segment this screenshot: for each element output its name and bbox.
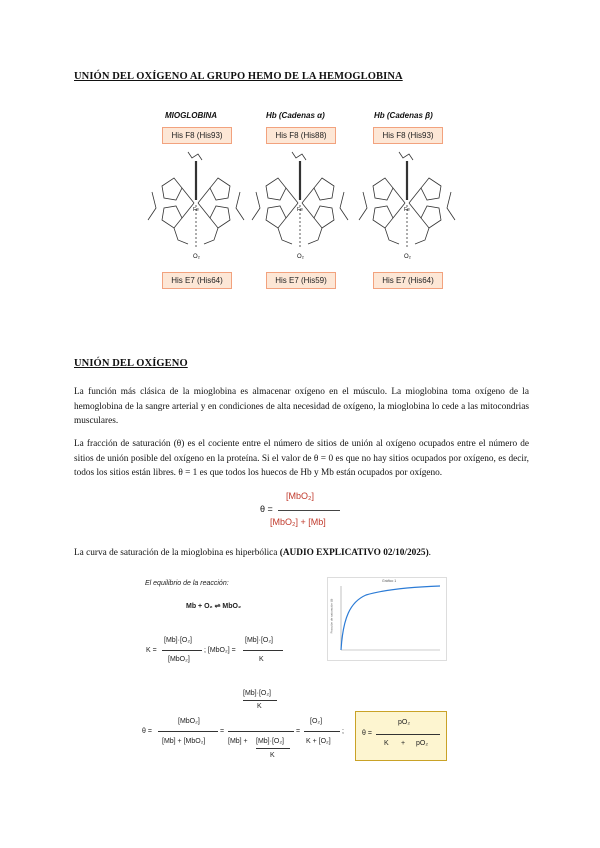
porphyrin-mb bbox=[148, 152, 244, 248]
boxed-den-k: K bbox=[384, 740, 389, 747]
col-title-mioglobina: MIOGLOBINA bbox=[165, 111, 217, 120]
eq-sign-2: = bbox=[296, 728, 301, 735]
f2-den-top: [Mb]·[O₂] bbox=[256, 738, 284, 745]
saturation-equation bbox=[260, 491, 360, 533]
col-title-hb-beta: Hb (Cadenas β) bbox=[374, 111, 433, 120]
equation-fraction-bar bbox=[278, 510, 340, 511]
f2-den-bot: K bbox=[270, 752, 275, 759]
k-numerator: [Mb]·[O₂] bbox=[164, 637, 192, 644]
plot-svg bbox=[328, 578, 446, 660]
mbo2-numerator: [Mb]·[O₂] bbox=[245, 637, 273, 644]
section-heading-hemo: UNIÓN DEL OXÍGENO AL GRUPO HEMO DE LA HEMOGLOBINA bbox=[74, 71, 403, 82]
porphyrin-alpha bbox=[252, 152, 348, 248]
paragraph-saturacion: La fracción de saturación (θ) es el cociente entre el número de sitios de unión al oxígeno ocupados entre el número de sitios de unión posible del oxígeno en la proteína. Si el valor de θ = 0 es que no hay sitios ocupados por oxígeno, es decir, todos los sitios están libres. θ = 1 es que todos los huecos de Hb y Mb están ocupados por oxígeno. bbox=[74, 439, 529, 479]
f1-bar bbox=[158, 731, 218, 732]
o2-label-mb: O₂ bbox=[193, 254, 200, 260]
fe-label-alpha: Fe bbox=[297, 207, 303, 213]
fe-label-beta: Fe bbox=[404, 207, 410, 213]
col-title-hb-alpha: Hb (Cadenas α) bbox=[266, 111, 325, 120]
boxed-numerator: pO₂ bbox=[398, 719, 411, 726]
equation-denominator: [MbO₂] + [Mb] bbox=[270, 517, 326, 527]
his-f8-box-alpha: His F8 (His88) bbox=[266, 127, 336, 144]
paragraph-mioglobina: La función más clásica de la mioglobina es almacenar oxígeno en el músculo. La mioglobina toma oxígeno de la hemoglobina de la sangre arterial y en condiciones de alta necesidad de oxígeno, la mioglobina lo cede a las mitocondrias musculares. bbox=[74, 387, 529, 427]
his-e7-box-alpha: His E7 (His59) bbox=[266, 272, 336, 289]
f2-num-bot: K bbox=[257, 703, 262, 710]
his-e7-box-beta: His E7 (His64) bbox=[373, 272, 443, 289]
eq-sign-1: = bbox=[220, 728, 225, 735]
f1-denominator: [Mb] + [MbO₂] bbox=[162, 738, 206, 745]
derivation-theta: θ = bbox=[142, 728, 152, 735]
his-f8-box-beta: His F8 (His93) bbox=[373, 127, 443, 144]
semicolon: ; bbox=[342, 728, 344, 735]
final-formula-box bbox=[355, 711, 447, 761]
f3-numerator: [O₂] bbox=[310, 718, 323, 725]
equilibrium-title: El equilibrio de la reacción: bbox=[145, 580, 229, 587]
equation-numerator: [MbO₂] bbox=[286, 491, 314, 501]
audio-reference: (AUDIO EXPLICATIVO 02/10/2025) bbox=[279, 548, 429, 558]
f2-num-top: [Mb]·[O₂] bbox=[243, 690, 271, 697]
f1-numerator: [MbO₂] bbox=[178, 718, 200, 725]
f3-denominator: K + [O₂] bbox=[306, 738, 331, 745]
k-fraction-bar bbox=[162, 650, 202, 651]
equation-theta: θ = bbox=[260, 504, 273, 514]
o2-label-alpha: O₂ bbox=[297, 254, 304, 260]
reaction-equation: Mb + O₂ ⇌ MbO₂ bbox=[186, 603, 242, 610]
boxed-den-p: pO₂ bbox=[416, 740, 429, 747]
fe-label-mb: Fe bbox=[193, 207, 199, 213]
f2-num-bar bbox=[243, 700, 277, 701]
porphyrin-diagrams bbox=[140, 108, 460, 298]
plot-title: Gráfico 1 bbox=[382, 579, 397, 583]
saturation-plot bbox=[327, 577, 447, 661]
o2-label-beta: O₂ bbox=[404, 254, 411, 260]
plot-ylabel: Fracción de saturación (θ) bbox=[329, 598, 334, 634]
heme-figure bbox=[140, 108, 460, 298]
f2-den-a: [Mb] + bbox=[228, 738, 248, 745]
curva-text: La curva de saturación de la mioglobina es hiperbólica bbox=[74, 548, 280, 558]
boxed-theta: θ = bbox=[362, 730, 372, 737]
porphyrin-beta bbox=[359, 152, 455, 248]
derivation-block bbox=[140, 690, 360, 770]
k-mid: ; [MbO₂] = bbox=[204, 647, 236, 654]
k-lhs: K = bbox=[146, 647, 157, 654]
his-f8-box-mb: His F8 (His93) bbox=[162, 127, 232, 144]
boxed-den-plus: + bbox=[401, 740, 406, 747]
curva-end: . bbox=[428, 548, 431, 558]
section-heading-oxigeno: UNIÓN DEL OXÍGENO bbox=[74, 358, 188, 369]
mbo2-denominator: K bbox=[259, 656, 264, 663]
paragraph-curva bbox=[74, 546, 529, 561]
mbo2-fraction-bar bbox=[243, 650, 283, 651]
equilibrium-block bbox=[142, 580, 312, 670]
k-denominator: [MbO₂] bbox=[168, 656, 190, 663]
f3-bar bbox=[304, 731, 340, 732]
boxed-bar bbox=[376, 734, 440, 735]
f2-den-bar bbox=[256, 748, 290, 749]
f2-bar bbox=[228, 731, 294, 732]
saturation-curve bbox=[341, 586, 440, 650]
his-e7-box-mb: His E7 (His64) bbox=[162, 272, 232, 289]
